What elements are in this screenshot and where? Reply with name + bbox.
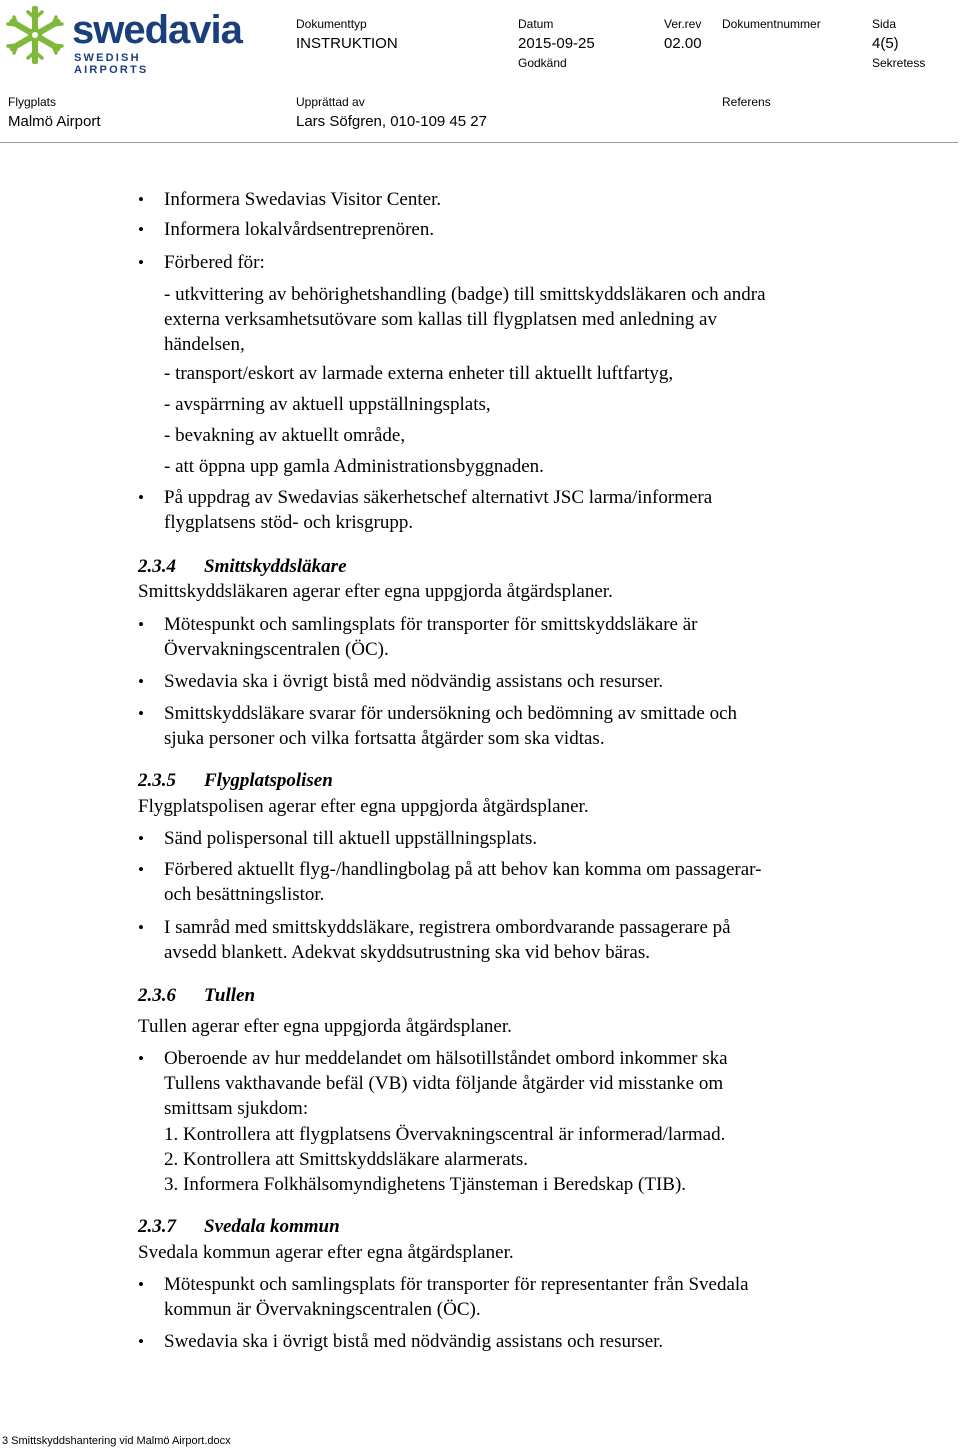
bullet-text: sjuka personer och vilka fortsatta åtgärder som ska vidtas. [164,728,605,749]
bullet-text: Informera Swedavias Visitor Center. [164,189,442,210]
reference-label: Referens [722,95,771,109]
author-label: Upprättad av [296,95,365,109]
bullet-text: Mötespunkt och samlingsplats för transporter för smittskyddsläkare är [164,614,698,635]
date-value: 2015-09-25 [518,35,595,52]
bullet-text: Informera lokalvårdsentreprenören. [164,219,435,240]
bullet-text: Sänd polispersonal till aktuell uppställningsplats. [164,828,538,849]
section-heading [138,554,347,579]
bullet-marker: • [138,672,144,691]
brand-subtitle: SWEDISH AIRPORTS [74,52,149,76]
page-value: 4(5) [872,35,899,52]
page-label: Sida [872,17,897,31]
approved-label: Godkänd [518,56,567,70]
bullet-text: Förbered för: [164,252,265,273]
bullet-subline: - transport/eskort av larmade externa enheter till aktuellt luftfartyg, [164,363,674,384]
numbered-item: 1. Kontrollera att flygplatsens Övervakningscentral är informerad/larmad. [164,1124,726,1145]
bullet-text: I samråd med smittskyddsläkare, registrera ombordvarande passagerare på [164,917,731,938]
section-intro: Tullen agerar efter egna uppgjorda åtgärdsplaner. [138,1016,512,1037]
bullet-text: och besättningslistor. [164,884,325,905]
section-number: 2.3.7 [138,1216,176,1237]
bullet-marker: • [138,1049,144,1068]
swedavia-logo [4,4,242,76]
bullet-text: På uppdrag av Swedavias säkerhetschef alternativt JSC larma/informera [164,487,713,508]
doc-type-label: Dokumenttyp [296,17,367,31]
bullet-text: Swedavia ska i övrigt bistå med nödvändig assistans och resurser. [164,671,664,692]
header-divider [0,142,958,143]
bullet-subline: - bevakning av aktuellt område, [164,425,406,446]
footer-filename: 3 Smittskyddshantering vid Malmö Airport.docx [2,1435,231,1447]
bullet-subline: - utkvittering av behörighetshandling (badge) till smittskyddsläkaren och andra [164,284,766,305]
revision-value: 02.00 [664,35,702,52]
section-title: Svedala kommun [204,1216,340,1237]
bullet-marker: • [138,190,144,209]
section-heading [138,1214,340,1239]
airport-label: Flygplats [8,95,57,109]
section-intro: Smittskyddsläkaren agerar efter egna uppgjorda åtgärdsplaner. [138,581,613,602]
bullet-text: kommun är Övervakningscentralen (ÖC). [164,1299,481,1320]
section-title: Flygplatspolisen [204,770,333,791]
section-number: 2.3.4 [138,556,176,577]
bullet-text: avsedd blankett. Adekvat skyddsutrustning ska vid behov bäras. [164,942,651,963]
section-title: Smittskyddsläkare [204,556,347,577]
bullet-marker: • [138,829,144,848]
section-intro: Svedala kommun agerar efter egna åtgärdsplaner. [138,1242,514,1263]
date-label: Datum [518,17,554,31]
bullet-marker: • [138,615,144,634]
bullet-marker: • [138,860,144,879]
bullet-text: Övervakningscentralen (ÖC). [164,639,389,660]
section-intro: Flygplatspolisen agerar efter egna uppgjorda åtgärdsplaner. [138,796,589,817]
bullet-marker: • [138,488,144,507]
author-value: Lars Söfgren, 010-109 45 27 [296,113,487,130]
bullet-text: Förbered aktuellt flyg-/handlingbolag på att behov kan komma om passagerar- [164,859,762,880]
bullet-text: Swedavia ska i övrigt bistå med nödvändig assistans och resurser. [164,1331,664,1352]
section-heading [138,983,255,1008]
bullet-marker: • [138,1275,144,1294]
secrecy-label: Sekretess [872,56,926,70]
bullet-marker: • [138,704,144,723]
bullet-marker: • [138,220,144,239]
numbered-item: 2. Kontrollera att Smittskyddsläkare alarmerats. [164,1149,529,1170]
bullet-text: Mötespunkt och samlingsplats för transporter för representanter från Svedala [164,1274,749,1295]
bullet-subline: - avspärrning av aktuell uppställningsplats, [164,394,491,415]
bullet-text: smittsam sjukdom: [164,1098,309,1119]
section-number: 2.3.6 [138,985,176,1006]
section-title: Tullen [204,985,256,1006]
revision-label: Ver.rev [664,17,702,31]
brand-name: swedavia [72,8,242,52]
bullet-marker: • [138,253,144,272]
bullet-text: Tullens vakthavande befäl (VB) vidta följande åtgärder vid misstanke om [164,1073,724,1094]
bullet-text: Oberoende av hur meddelandet om hälsotillståndet ombord inkommer ska [164,1048,728,1069]
bullet-marker: • [138,918,144,937]
airport-value: Malmö Airport [8,113,101,130]
snowflake-icon [4,4,66,66]
bullet-text: flygplatsens stöd- och krisgrupp. [164,512,414,533]
bullet-subline: externa verksamhetsutövare som kallas till flygplatsen med anledning av [164,309,717,330]
section-number: 2.3.5 [138,770,176,791]
document-number-label: Dokumentnummer [722,17,821,31]
bullet-subline: - att öppna upp gamla Administrationsbyggnaden. [164,456,544,477]
doc-type-value: INSTRUKTION [296,35,398,52]
numbered-item: 3. Informera Folkhälsomyndighetens Tjänsteman i Beredskap (TIB). [164,1174,687,1195]
bullet-text: Smittskyddsläkare svarar för undersökning och bedömning av smittade och [164,703,738,724]
section-heading [138,768,333,793]
bullet-marker: • [138,1332,144,1351]
bullet-subline: händelsen, [164,334,245,355]
